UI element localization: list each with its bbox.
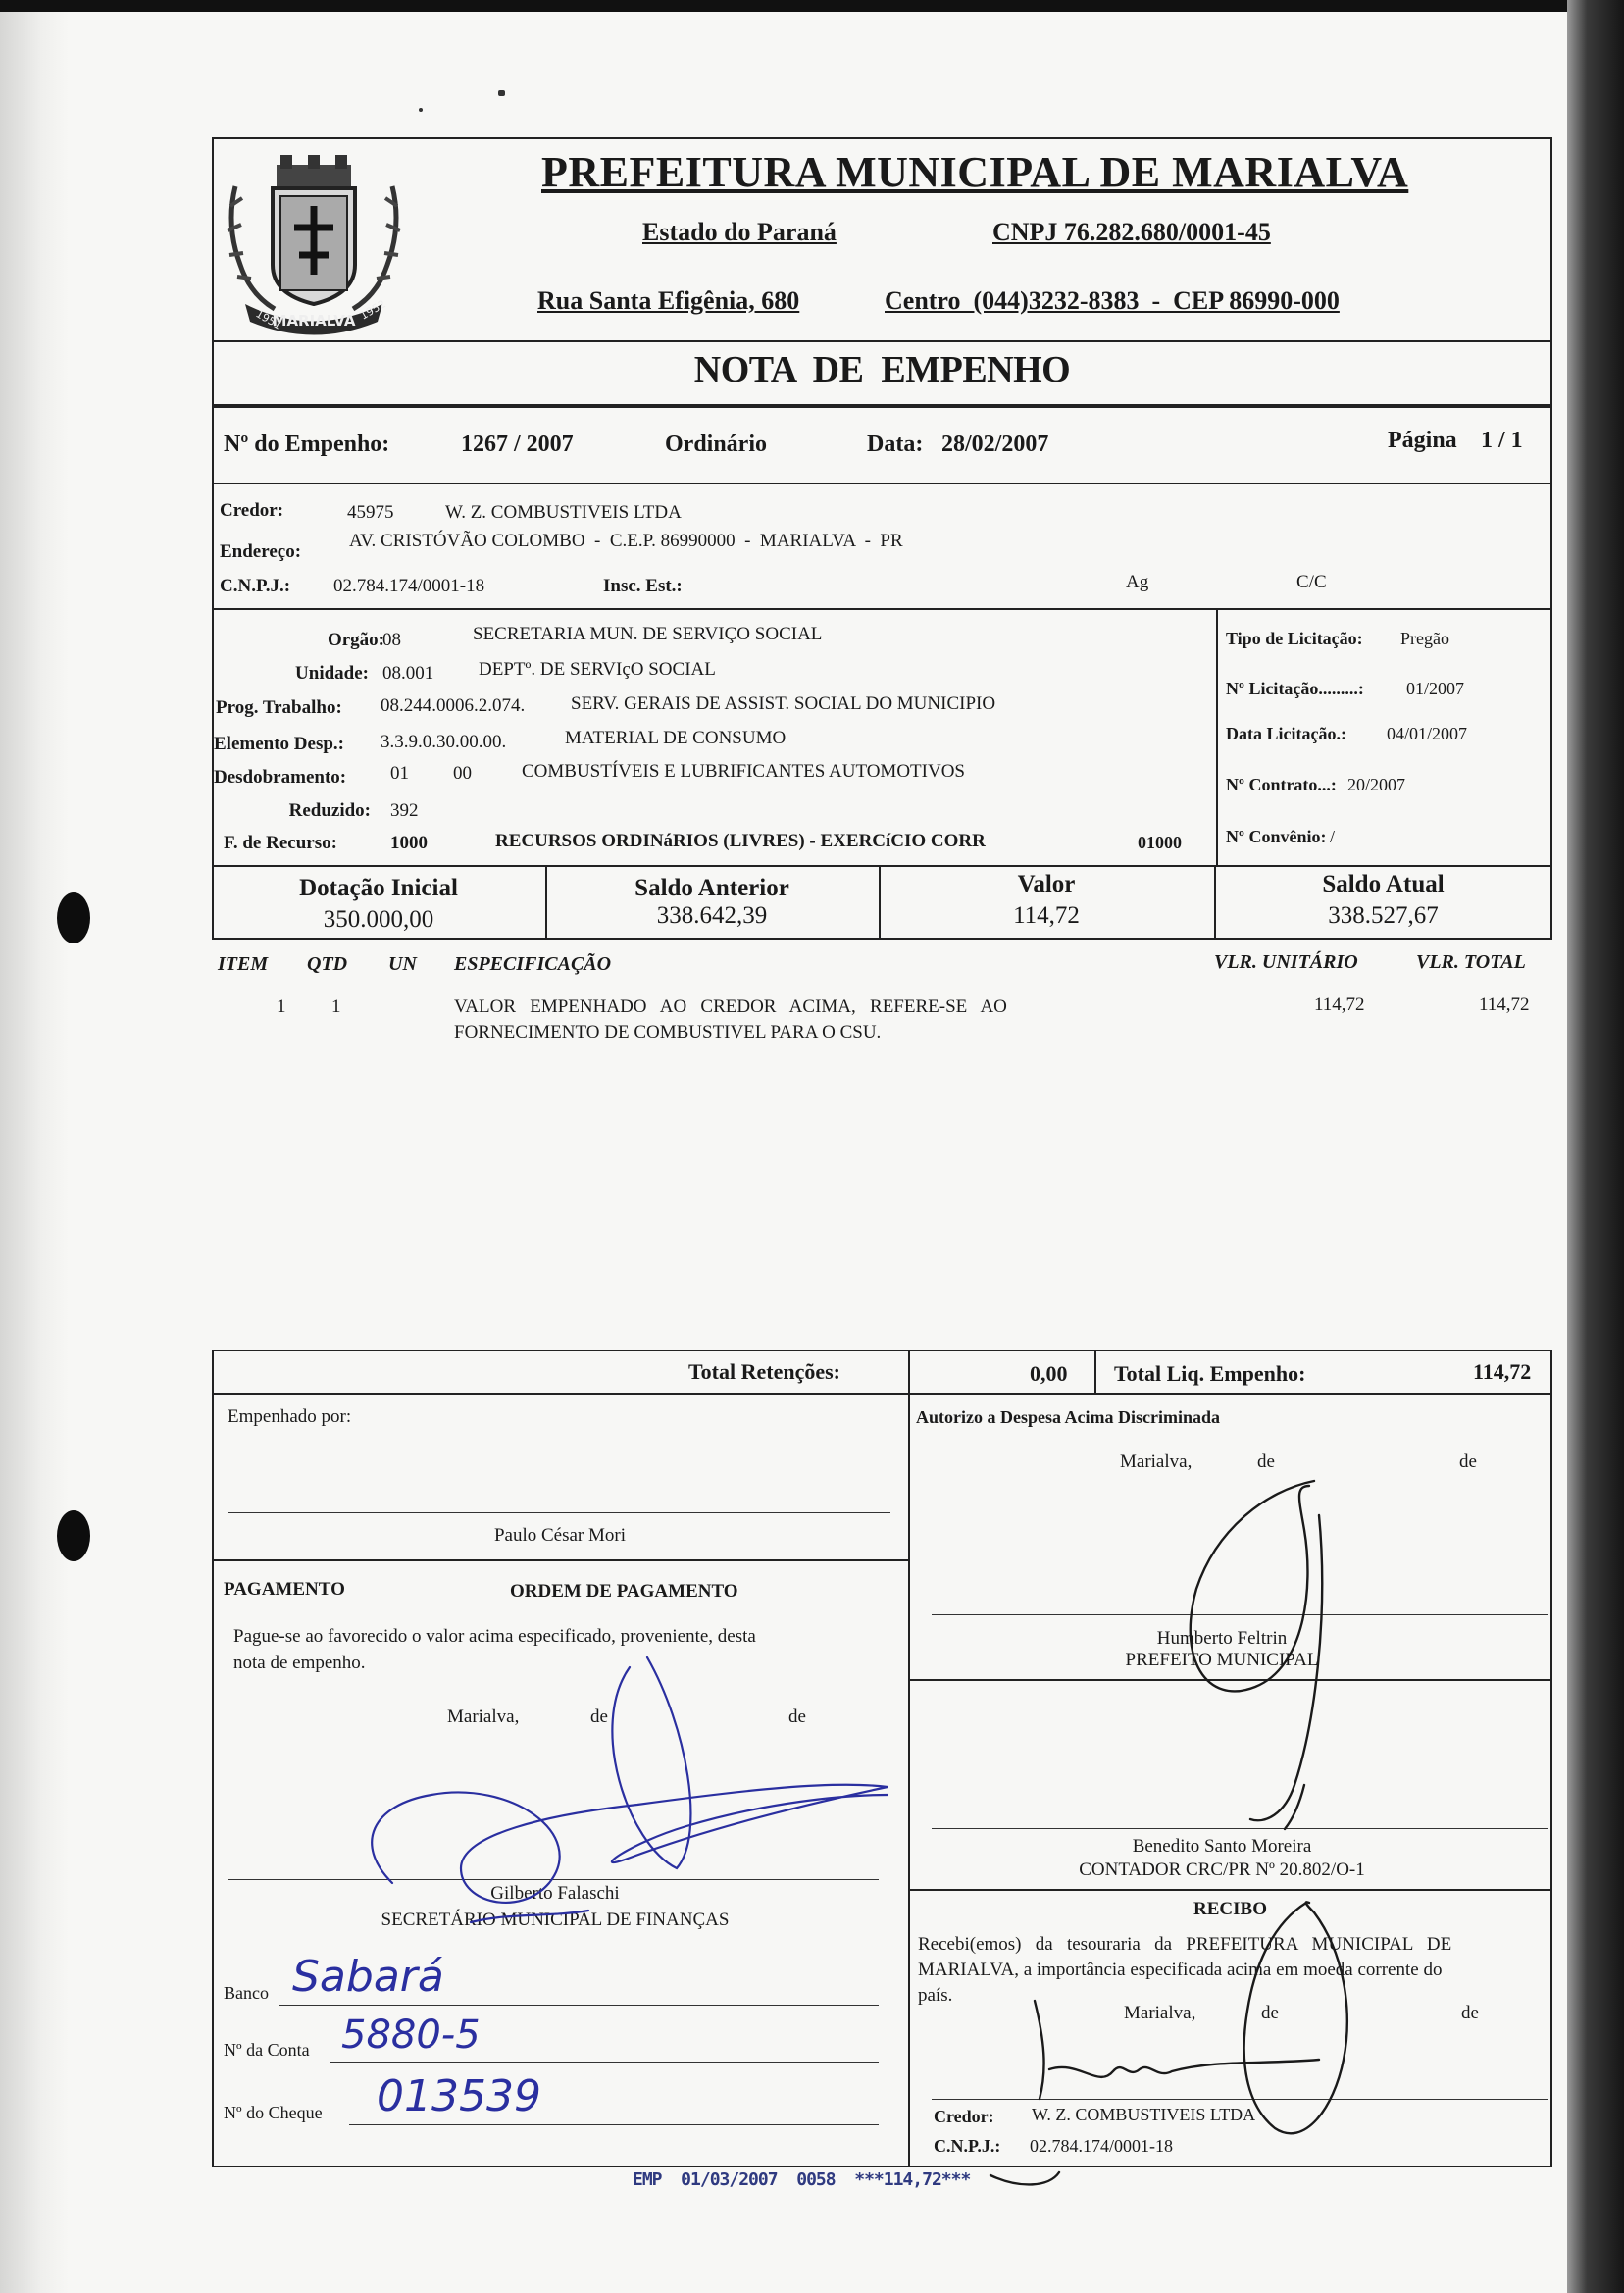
empenhado-label: Empenhado por: (228, 1406, 352, 1427)
autorizo-de1: de (1257, 1452, 1275, 1472)
recibo-de1: de (1261, 2003, 1279, 2023)
credor-signature (1244, 1902, 1347, 2133)
desdobramento-code1: 01 (390, 763, 409, 784)
unidade-label: Unidade: (295, 663, 369, 684)
ordem-pagamento-label: ORDEM DE PAGAMENTO (510, 1581, 738, 1602)
pagamento-place: Marialva, (447, 1707, 520, 1727)
retencoes-label: Total Retenções: (688, 1359, 840, 1384)
prog-trabalho-name: SERV. GERAIS DE ASSIST. SOCIAL DO MUNICIPIO (571, 693, 996, 714)
reduzido-value: 392 (390, 800, 419, 821)
recibo-credor-label: Credor: (934, 2107, 994, 2126)
pagamento-de2: de (788, 1707, 806, 1727)
prefeito-signature (1191, 1481, 1314, 1691)
valor-value: 114,72 (1013, 902, 1080, 929)
empenho-number: 1267 / 2007 (461, 432, 574, 457)
empenho-date: 28/02/2007 (941, 432, 1049, 457)
col-un-header: UN (388, 953, 417, 975)
unidade-name: DEPTº. DE SERVIçO SOCIAL (479, 659, 716, 680)
empenho-date-label: Data: (867, 432, 924, 457)
prog-trabalho-label: Prog. Trabalho: (216, 697, 342, 718)
tipo-licitacao: Pregão (1400, 629, 1449, 648)
licitacao-number-label: Nº Licitação.........: (1226, 679, 1364, 698)
document-title: NOTA DE EMPENHO (693, 349, 1071, 390)
row-item: 1 (277, 996, 286, 1017)
liquido-value: 114,72 (1473, 1359, 1532, 1384)
contrato-label: Nº Contrato...: (1226, 775, 1337, 794)
credor-name: W. Z. COMBUSTIVEIS LTDA (445, 502, 682, 523)
col-item-header: ITEM (218, 953, 269, 975)
saldo-atual-value: 338.527,67 (1328, 902, 1439, 929)
credor-label: Credor: (220, 500, 284, 521)
prog-trabalho-code: 08.244.0006.2.074. (381, 695, 526, 716)
elemento-code: 3.3.9.0.30.00.00. (381, 732, 507, 752)
licitacao-date: 04/01/2007 (1387, 724, 1468, 743)
credor-cnpj: 02.784.174/0001-18 (333, 576, 485, 596)
recibo-cnpj: 02.784.174/0001-18 (1030, 2136, 1173, 2156)
recibo-credor: W. Z. COMBUSTIVEIS LTDA (1032, 2105, 1256, 2124)
agency-label: Ag (1126, 572, 1149, 592)
prefeito-role: PREFEITO MUNICIPAL (1125, 1650, 1319, 1670)
cheque-handwritten: 013539 (377, 2071, 541, 2121)
tipo-licitacao-label: Tipo de Licitação: (1226, 629, 1363, 648)
retencoes-value: 0,00 (1030, 1361, 1068, 1386)
page-number: 1 / 1 (1481, 428, 1523, 453)
licitacao-number: 01/2007 (1406, 679, 1465, 698)
conta-label: Nº da Conta (224, 2040, 310, 2060)
account-label: C/C (1296, 572, 1327, 592)
svg-text:MARIALVA: MARIALVA (272, 312, 356, 330)
desdobramento-label: Desdobramento: (214, 767, 347, 788)
contador-name: Benedito Santo Moreira (1132, 1836, 1312, 1857)
col-total-header: VLR. TOTAL (1416, 951, 1526, 973)
secretario-role: SECRETÁRIO MUNICIPAL DE FINANÇAS (381, 1910, 730, 1930)
col-unit-header: VLR. UNITÁRIO (1214, 951, 1358, 973)
page-label: Página (1388, 428, 1457, 453)
recibo-text-line3: país. (918, 1985, 953, 2006)
valor-label: Valor (1017, 871, 1076, 897)
recurso-code: 1000 (390, 833, 428, 853)
municipality-street: Rua Santa Efigênia, 680 (537, 286, 800, 315)
reduzido-label: Reduzido: (288, 800, 371, 821)
secretario-name: Gilberto Falaschi (490, 1883, 620, 1904)
prefeito-name: Humberto Feltrin (1156, 1628, 1288, 1649)
orgao-label: Orgão: (327, 630, 384, 650)
licitacao-date-label: Data Licitação.: (1226, 724, 1346, 743)
empenhado-name: Paulo César Mori (493, 1525, 627, 1546)
autorizo-place: Marialva, (1120, 1452, 1193, 1472)
unidade-code: 08.001 (382, 663, 434, 684)
row-qtd: 1 (331, 996, 341, 1017)
desdobramento-name: COMBUSTÍVEIS E LUBRIFICANTES AUTOMOTIVOS (522, 761, 965, 782)
credor-signature (1035, 2001, 1319, 2099)
contador-role: CONTADOR CRC/PR Nº 20.802/O-1 (1079, 1860, 1365, 1880)
col-qtd-header: QTD (307, 953, 348, 975)
convenio-number: / (1330, 827, 1336, 846)
cnpj-label: C.N.P.J.: (220, 576, 291, 596)
liquido-label: Total Liq. Empenho: (1114, 1361, 1306, 1386)
prefeito-signature (1285, 1785, 1304, 1829)
recibo-text-line2: MARIALVA, a importância especificada acima em moeda corrente do (918, 1960, 1443, 1980)
svg-text:1952: 1952 (358, 297, 388, 323)
recibo-place: Marialva, (1124, 2003, 1196, 2023)
secretario-signature (372, 1785, 888, 1903)
dotacao-label: Dotação Inicial (299, 875, 458, 901)
row-spec-line2: FORNECIMENTO DE COMBUSTIVEL PARA O CSU. (454, 1022, 882, 1043)
secretario-signature (612, 1657, 690, 1868)
contrato-number: 20/2007 (1347, 775, 1406, 794)
col-spec-header: ESPECIFICAÇÃO (454, 953, 612, 975)
prefeito-signature (1250, 1515, 1322, 1820)
row-total-value: 114,72 (1479, 994, 1530, 1015)
saldo-anterior-value: 338.642,39 (656, 902, 768, 929)
recibo-text-line1: Recebi(emos) da tesouraria da PREFEITURA MUNICIPAL DE (918, 1934, 1452, 1955)
municipality-contact: Centro (044)3232-8383 - CEP 86990-000 (885, 286, 1340, 315)
credor-address: AV. CRISTÓVÃO COLOMBO - C.E.P. 86990000 - MARIALVA - PR (349, 531, 903, 551)
stamp-scribble (990, 2172, 1059, 2184)
autorizo-label: Autorizo a Despesa Acima Discriminada (916, 1407, 1220, 1427)
pagamento-label: PAGAMENTO (224, 1579, 345, 1600)
municipality-title: PREFEITURA MUNICIPAL DE MARIALVA (541, 148, 1409, 196)
credor-code: 45975 (347, 502, 394, 523)
pagamento-text-line2: nota de empenho. (233, 1653, 366, 1673)
recurso-name: RECURSOS ORDINáRIOS (LIVRES) - EXERCíCIO CORR (495, 831, 986, 851)
autorizo-de2: de (1459, 1452, 1477, 1472)
insc-est-label: Insc. Est.: (603, 576, 683, 596)
row-unit-value: 114,72 (1314, 994, 1365, 1015)
pagamento-text-line1: Pague-se ao favorecido o valor acima especificado, proveniente, desta (233, 1626, 756, 1647)
address-label: Endereço: (220, 541, 302, 562)
pagamento-de1: de (590, 1707, 608, 1727)
secretario-signature (471, 1911, 588, 1922)
recibo-de2: de (1461, 2003, 1479, 2023)
row-spec-line1: VALOR EMPENHADO AO CREDOR ACIMA, REFERE-SE AO (454, 996, 1007, 1017)
banco-handwritten: Sabará (292, 1952, 444, 2002)
empenho-number-label: Nº do Empenho: (224, 432, 390, 457)
saldo-atual-label: Saldo Atual (1322, 871, 1445, 897)
recibo-label: RECIBO (1193, 1899, 1267, 1919)
elemento-name: MATERIAL DE CONSUMO (565, 728, 787, 748)
recurso-label: F. de Recurso: (224, 833, 337, 853)
authentication-stamp: EMP 01/03/2007 0058 ***114,72*** (633, 2169, 971, 2190)
dotacao-value: 350.000,00 (323, 906, 434, 933)
empenho-type: Ordinário (665, 432, 768, 457)
recibo-cnpj-label: C.N.P.J.: (934, 2136, 1001, 2156)
recurso-extra: 01000 (1138, 833, 1182, 852)
convenio-label: Nº Convênio: (1226, 827, 1327, 846)
orgao-name: SECRETARIA MUN. DE SERVIÇO SOCIAL (473, 624, 823, 644)
svg-text:1951: 1951 (253, 307, 284, 332)
state-name: Estado do Paraná (642, 218, 837, 246)
elemento-label: Elemento Desp.: (214, 734, 344, 754)
banco-label: Banco (224, 1983, 269, 2003)
municipality-cnpj: CNPJ 76.282.680/0001-45 (992, 218, 1271, 246)
conta-handwritten: 5880-5 (341, 2013, 481, 2058)
saldo-anterior-label: Saldo Anterior (634, 875, 789, 901)
cheque-label: Nº do Cheque (224, 2103, 323, 2122)
orgao-code: 08 (382, 630, 401, 650)
desdobramento-code2: 00 (453, 763, 472, 784)
